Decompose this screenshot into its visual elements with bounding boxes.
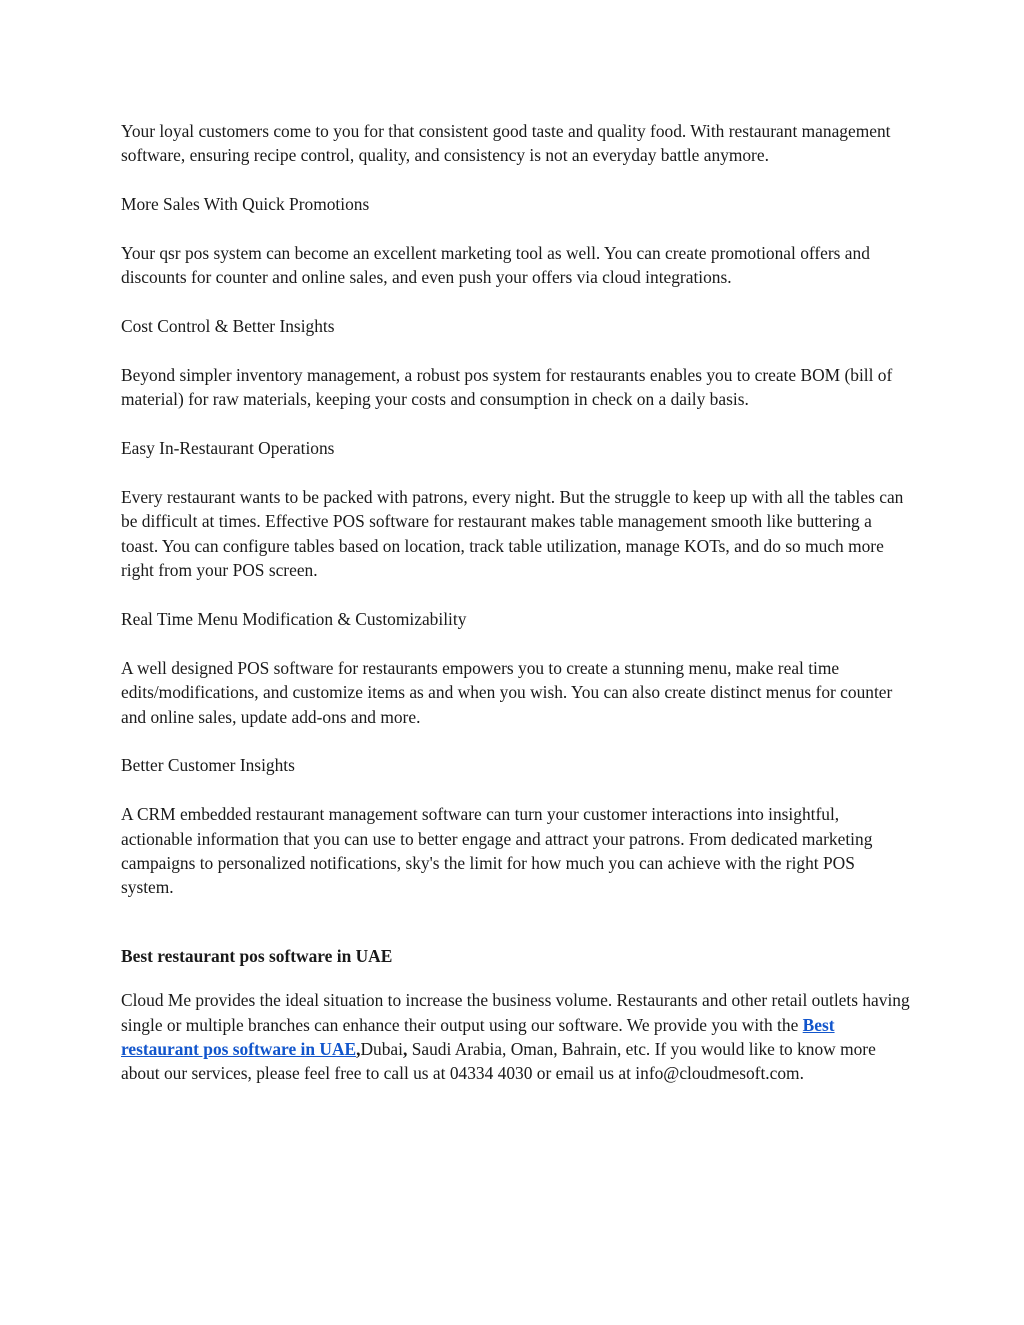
closing-text-dubai: Dubai [360,1039,403,1060]
section-heading-operations: Easy In-Restaurant Operations [121,438,335,459]
closing-text-before-link: Cloud Me provides the ideal situation to increase the business volume. Restaurants and other retail outlets having single or multiple branches can enhance their output using our software. We provide you with the [121,990,910,1035]
intro-paragraph: Your loyal customers come to you for that consistent good taste and quality food. With restaurant management software, ensuring recipe control, quality, and consistency is not an everyday battle anymore. [121,121,891,166]
section-body-promotions: Your qsr pos system can become an excellent marketing tool as well. You can create promotional offers and discounts for counter and online sales, and even push your offers via cloud integrations. [121,243,870,288]
best-pos-software-link[interactable]: Best restaurant pos software in UAE [121,1014,835,1060]
section-body-customer-insights: A CRM embedded restaurant management software can turn your customer interactions into insightful, actionable information that you can use to better engage and attract your patrons. From dedicated marketing campaigns to personalized notifications, sky's the limit for how much you can achieve with the right POS system. [121,804,873,898]
closing-heading: Best restaurant pos software in UAE [121,945,393,966]
closing-text-after: Saudi Arabia, Oman, Bahrain, etc. If you would like to know more about our services, please feel free to call us at 04334 4030 or email us at info@cloudmesoft.com. [121,1039,876,1084]
closing-paragraph [121,988,911,1086]
section-body-cost-control: Beyond simpler inventory management, a robust pos system for restaurants enables you to create BOM (bill of material) for raw materials, keeping your costs and consumption in check on a daily basis. [121,365,893,410]
section-heading-promotions: More Sales With Quick Promotions [121,194,370,215]
section-body-operations: Every restaurant wants to be packed with patrons, every night. But the struggle to keep up with all the tables can be difficult at times. Effective POS software for restaurant makes table management smooth like buttering a toast. You can configure tables based on location, track table utilization, manage KOTs, and do so much more right from your POS screen. [121,487,904,581]
section-body-menu: A well designed POS software for restaurants empowers you to create a stunning menu, make real time edits/modifications, and customize items as and when you wish. You can also create distinct menus for counter and online sales, update add-ons and more. [121,657,893,727]
closing-comma: , [356,1039,361,1060]
document-page [121,119,911,1110]
section-heading-cost-control: Cost Control & Better Insights [121,316,335,337]
closing-comma-2: , [402,1039,408,1060]
section-heading-customer-insights: Better Customer Insights [121,755,295,776]
section-heading-menu: Real Time Menu Modification & Customizability [121,609,467,630]
